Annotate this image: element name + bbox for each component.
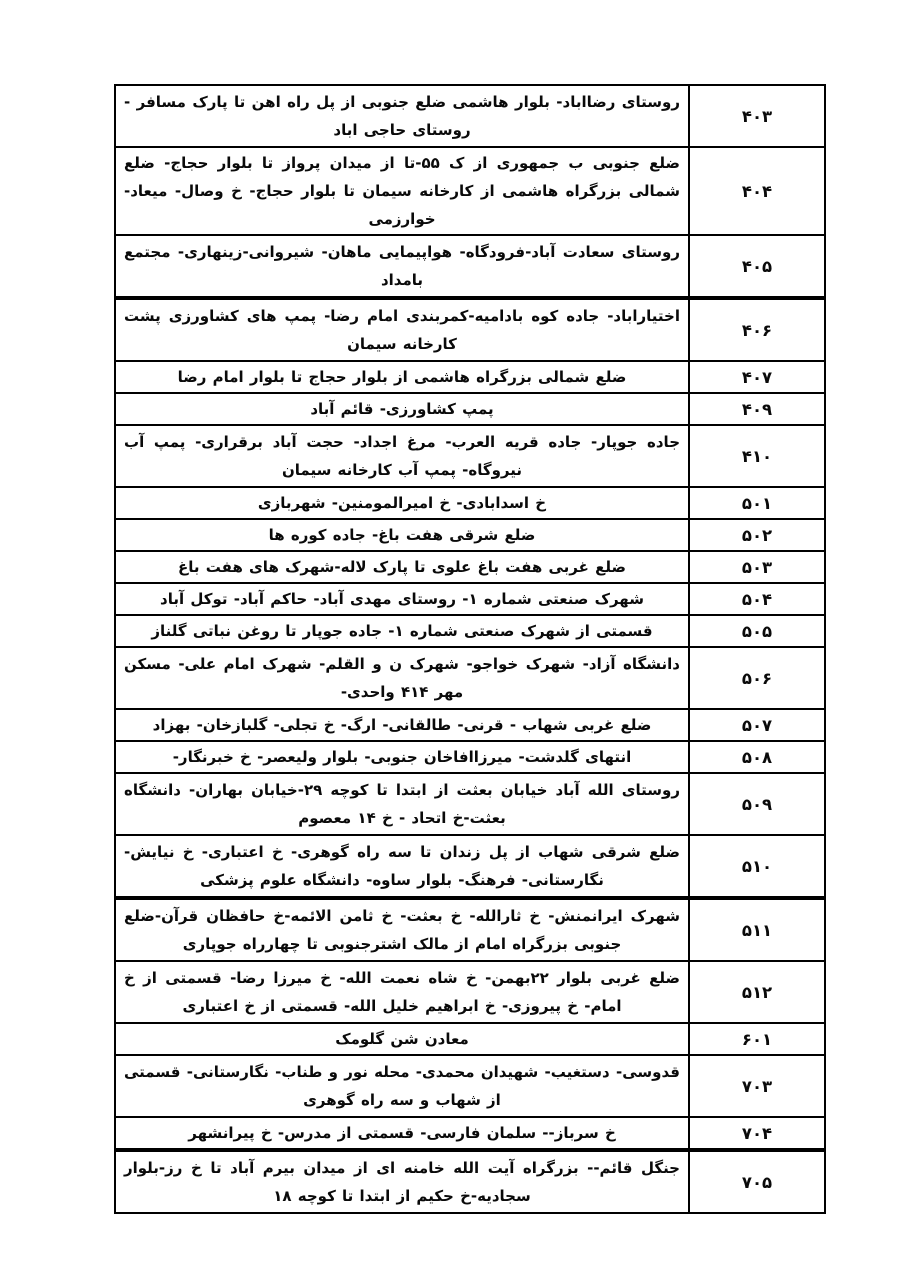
route-description: دانشگاه آزاد- شهرک خواجو- شهرک ن و القلم- شهرک امام علی- مسکن مهر ۴۱۴ واحدی- bbox=[124, 655, 680, 701]
table-row bbox=[116, 550, 824, 582]
route-description: ضلع غربی شهاب - قرنی- طالقانی- ارگ- خ تجلی- گلبازخان- بهزاد bbox=[152, 716, 652, 734]
zone-code: ۷۰۵ bbox=[741, 1172, 773, 1192]
table-row bbox=[116, 1054, 824, 1116]
zone-code-cell bbox=[690, 300, 824, 360]
zone-code: ۴۰۶ bbox=[741, 320, 773, 340]
zone-code: ۵۱۲ bbox=[741, 982, 773, 1002]
table-row bbox=[116, 424, 824, 486]
zone-code-cell bbox=[690, 362, 824, 392]
zone-code-cell bbox=[690, 584, 824, 614]
table-row bbox=[116, 234, 824, 296]
zone-code-cell bbox=[690, 1118, 824, 1148]
table-row bbox=[116, 614, 824, 646]
route-description: پمپ کشاورزی- قائم آباد bbox=[310, 400, 494, 418]
route-description-cell bbox=[116, 300, 690, 360]
route-description-cell bbox=[116, 1118, 690, 1148]
route-description-cell bbox=[116, 584, 690, 614]
table-row bbox=[116, 740, 824, 772]
table-row bbox=[116, 392, 824, 424]
route-description: قدوسی- دستغیب- شهیدان محمدی- محله نور و طناب- نگارستانی- قسمتی از شهاب و سه راه گوهری bbox=[124, 1063, 680, 1109]
zone-code-cell bbox=[690, 1152, 824, 1212]
zone-code: ۵۰۶ bbox=[741, 668, 773, 688]
zone-code-cell bbox=[690, 774, 824, 834]
route-description-cell bbox=[116, 488, 690, 518]
zone-code-cell bbox=[690, 742, 824, 772]
table-row bbox=[116, 708, 824, 740]
zone-code: ۴۰۳ bbox=[741, 106, 773, 126]
table-row bbox=[116, 646, 824, 708]
zone-code-cell bbox=[690, 836, 824, 896]
route-description-cell bbox=[116, 742, 690, 772]
route-description: جنگل قائم-- بزرگراه آیت الله خامنه ای از میدان بیرم آباد تا خ رز-بلوار سجادیه-خ حکیم از ابتدا تا کوچه ۱۸ bbox=[124, 1159, 680, 1205]
zone-code-cell bbox=[690, 648, 824, 708]
route-description: ضلع جنوبی ب جمهوری از ک ۵۵-تا از میدان پرواز تا بلوار حجاج- ضلع شمالی بزرگراه هاشمی از کارخانه سیمان تا بلوار حجاج- خ وصال- میعاد- خوارزمی bbox=[124, 154, 681, 228]
table-row bbox=[116, 834, 824, 896]
route-description-cell bbox=[116, 648, 690, 708]
route-description: روستای سعادت آباد-فرودگاه- هواپیمایی ماهان- شیروانی-زینهاری- مجتمع بامداد bbox=[124, 243, 680, 289]
route-description: ضلع غربی بلوار ۲۲بهمن- خ شاه نعمت الله- خ میرزا رضا- قسمتی از خ امام- خ پیروزی- خ ابراهیم خلیل الله- قسمتی از خ اعتباری bbox=[124, 969, 680, 1015]
table-row bbox=[116, 896, 824, 960]
route-description-cell bbox=[116, 520, 690, 550]
route-description-cell bbox=[116, 774, 690, 834]
route-description-cell bbox=[116, 962, 690, 1022]
route-description-cell bbox=[116, 552, 690, 582]
zone-code-cell bbox=[690, 962, 824, 1022]
zone-code-cell bbox=[690, 1024, 824, 1054]
route-description: ضلع شرقی هفت باغ- جاده کوره ها bbox=[268, 526, 536, 544]
zone-code: ۷۰۴ bbox=[741, 1123, 773, 1143]
zone-code-cell bbox=[690, 394, 824, 424]
route-description: ضلع غربی هفت باغ علوی تا پارک لاله-شهرک های هفت باغ bbox=[178, 558, 626, 576]
table-row bbox=[116, 582, 824, 614]
zone-code-cell bbox=[690, 1056, 824, 1116]
route-description-cell bbox=[116, 710, 690, 740]
zone-code: ۵۰۷ bbox=[741, 715, 773, 735]
zone-code: ۵۰۳ bbox=[741, 557, 773, 577]
zone-code-cell bbox=[690, 900, 824, 960]
zone-code: ۵۰۴ bbox=[741, 589, 773, 609]
zone-code-cell bbox=[690, 520, 824, 550]
zones-table bbox=[114, 84, 826, 1214]
route-description-cell bbox=[116, 900, 690, 960]
zone-code: ۶۰۱ bbox=[741, 1029, 773, 1049]
route-description: خ سرباز-- سلمان فارسی- قسمتی از مدرس- خ پیرانشهر bbox=[188, 1124, 616, 1142]
route-description: شهرک ایرانمنش- خ ثارالله- خ بعثت- خ ثامن الائمه-خ حافظان قرآن-ضلع جنوبی بزرگراه امام از مالک اشترجنوبی تا چهارراه جوپاری bbox=[124, 907, 680, 953]
route-description: روستای رضااباد- بلوار هاشمی ضلع جنوبی از پل راه اهن تا پارک مسافر - روستای حاجی اباد bbox=[124, 93, 680, 139]
table-row bbox=[116, 772, 824, 834]
table-row bbox=[116, 960, 824, 1022]
table-row bbox=[116, 146, 824, 234]
route-description-cell bbox=[116, 1152, 690, 1212]
route-description-cell bbox=[116, 616, 690, 646]
zone-code-cell bbox=[690, 148, 824, 234]
table-row bbox=[116, 518, 824, 550]
zone-code-cell bbox=[690, 426, 824, 486]
zone-code-cell bbox=[690, 236, 824, 296]
table-row bbox=[116, 86, 824, 146]
route-description-cell bbox=[116, 1024, 690, 1054]
route-description-cell bbox=[116, 148, 690, 234]
route-description: شهرک صنعتی شماره ۱- روستای مهدی آباد- حاکم آباد- توکل آباد bbox=[160, 590, 644, 608]
route-description-cell bbox=[116, 836, 690, 896]
zone-code: ۴۱۰ bbox=[741, 446, 773, 466]
zone-code-cell bbox=[690, 710, 824, 740]
zone-code: ۴۰۷ bbox=[741, 367, 773, 387]
route-description: معادن شن گلومک bbox=[335, 1030, 469, 1048]
table-row bbox=[116, 486, 824, 518]
route-description: ضلع شرقی شهاب از پل زندان تا سه راه گوهری- خ اعتباری- خ نیایش- نگارستانی- فرهنگ- بلوار ساوه- دانشگاه علوم پزشکی bbox=[124, 843, 680, 889]
zone-code: ۴۰۴ bbox=[741, 181, 773, 201]
zone-code: ۴۰۵ bbox=[741, 256, 773, 276]
zone-code: ۵۰۱ bbox=[741, 493, 773, 513]
table-row bbox=[116, 1022, 824, 1054]
zone-code-cell bbox=[690, 552, 824, 582]
route-description: جاده جوپار- جاده قریه العرب- مرغ اجداد- حجت آباد برقراری- پمپ آب نیروگاه- پمپ آب کارخانه سیمان bbox=[124, 433, 680, 479]
route-description-cell bbox=[116, 86, 690, 146]
table-row bbox=[116, 1116, 824, 1148]
route-description: روستای الله آباد خیابان بعثت از ابتدا تا کوچه ۲۹-خیابان بهاران- دانشگاه بعثت-خ اتحاد - خ ۱۴ معصوم bbox=[124, 781, 680, 827]
route-description: خ اسدابادی- خ امیرالمومنین- شهربازی bbox=[257, 494, 547, 512]
route-description-cell bbox=[116, 394, 690, 424]
zone-code: ۴۰۹ bbox=[741, 399, 773, 419]
table-row bbox=[116, 296, 824, 360]
route-description-cell bbox=[116, 362, 690, 392]
zone-code-cell bbox=[690, 488, 824, 518]
route-description: اختیاراباد- جاده کوه بادامیه-کمربندی امام رضا- پمپ های کشاورزی پشت کارخانه سیمان bbox=[124, 307, 680, 353]
zone-code: ۵۱۰ bbox=[741, 856, 773, 876]
route-description-cell bbox=[116, 1056, 690, 1116]
route-description-cell bbox=[116, 236, 690, 296]
zone-code: ۵۱۱ bbox=[741, 920, 773, 940]
zone-code-cell bbox=[690, 616, 824, 646]
zone-code-cell bbox=[690, 86, 824, 146]
zone-code: ۵۰۵ bbox=[741, 621, 773, 641]
zone-code: ۷۰۳ bbox=[741, 1076, 773, 1096]
route-description-cell bbox=[116, 426, 690, 486]
route-description: قسمتی از شهرک صنعتی شماره ۱- جاده جوپار تا روغن نباتی گلناز bbox=[151, 622, 653, 640]
zone-code: ۵۰۲ bbox=[741, 525, 773, 545]
route-description: ضلع شمالی بزرگراه هاشمی از بلوار حجاج تا بلوار امام رضا bbox=[177, 368, 627, 386]
table-row bbox=[116, 360, 824, 392]
zone-code: ۵۰۸ bbox=[741, 747, 773, 767]
route-description: انتهای گلدشت- میرزاافاخان جنوبی- بلوار ولیعصر- خ خبرنگار- bbox=[172, 748, 632, 766]
table-row bbox=[116, 1148, 824, 1212]
zone-code: ۵۰۹ bbox=[741, 794, 773, 814]
